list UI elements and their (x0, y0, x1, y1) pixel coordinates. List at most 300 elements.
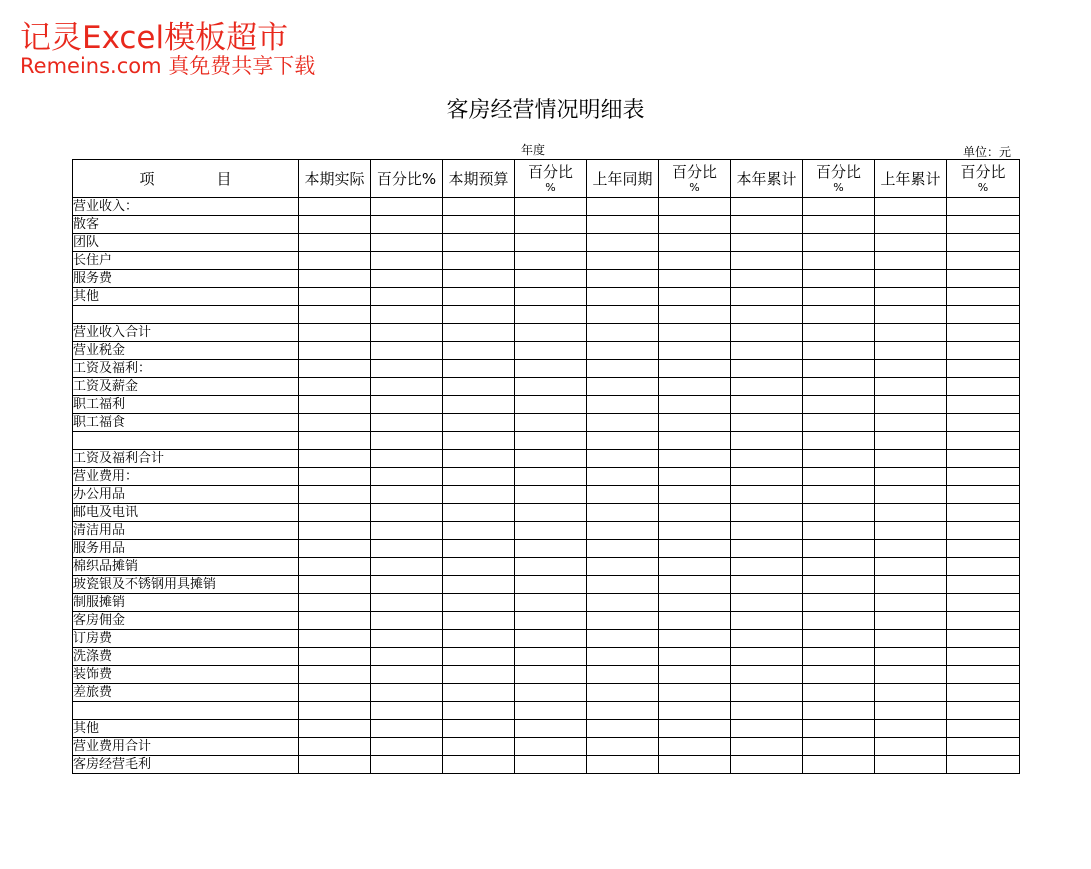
row-label-cell[interactable]: 洗涤费 (73, 648, 299, 666)
value-cell[interactable] (875, 360, 947, 378)
value-cell[interactable] (659, 648, 731, 666)
row-label-cell[interactable]: 其他 (73, 720, 299, 738)
value-cell[interactable] (731, 486, 803, 504)
value-cell[interactable] (299, 342, 371, 360)
value-cell[interactable] (875, 594, 947, 612)
value-cell[interactable] (875, 540, 947, 558)
value-cell[interactable] (947, 504, 1020, 522)
value-cell[interactable] (659, 252, 731, 270)
value-cell[interactable] (731, 270, 803, 288)
value-cell[interactable] (947, 648, 1020, 666)
value-cell[interactable] (731, 198, 803, 216)
value-cell[interactable] (371, 216, 443, 234)
value-cell[interactable] (371, 576, 443, 594)
value-cell[interactable] (659, 360, 731, 378)
value-cell[interactable] (371, 414, 443, 432)
value-cell[interactable] (299, 612, 371, 630)
value-cell[interactable] (515, 738, 587, 756)
value-cell[interactable] (731, 432, 803, 450)
value-cell[interactable] (947, 288, 1020, 306)
value-cell[interactable] (731, 216, 803, 234)
header-col[interactable]: 本年累计 (731, 160, 803, 198)
value-cell[interactable] (371, 720, 443, 738)
value-cell[interactable] (875, 738, 947, 756)
value-cell[interactable] (299, 540, 371, 558)
value-cell[interactable] (443, 216, 515, 234)
value-cell[interactable] (587, 630, 659, 648)
value-cell[interactable] (371, 612, 443, 630)
value-cell[interactable] (803, 432, 875, 450)
value-cell[interactable] (443, 558, 515, 576)
value-cell[interactable] (371, 648, 443, 666)
header-col-pct[interactable] (947, 160, 1020, 198)
value-cell[interactable] (371, 360, 443, 378)
value-cell[interactable] (371, 738, 443, 756)
value-cell[interactable] (803, 702, 875, 720)
value-cell[interactable] (299, 432, 371, 450)
value-cell[interactable] (947, 324, 1020, 342)
row-label-cell[interactable]: 营业收入合计 (73, 324, 299, 342)
value-cell[interactable] (371, 324, 443, 342)
value-cell[interactable] (299, 252, 371, 270)
value-cell[interactable] (947, 342, 1020, 360)
value-cell[interactable] (875, 414, 947, 432)
value-cell[interactable] (371, 684, 443, 702)
value-cell[interactable] (947, 594, 1020, 612)
value-cell[interactable] (803, 216, 875, 234)
value-cell[interactable] (587, 414, 659, 432)
row-label-cell[interactable]: 棉织品摊销 (73, 558, 299, 576)
value-cell[interactable] (371, 450, 443, 468)
value-cell[interactable] (875, 342, 947, 360)
value-cell[interactable] (731, 576, 803, 594)
row-label-cell[interactable]: 其他 (73, 288, 299, 306)
value-cell[interactable] (803, 504, 875, 522)
value-cell[interactable] (875, 288, 947, 306)
value-cell[interactable] (659, 576, 731, 594)
row-label-cell[interactable]: 散客 (73, 216, 299, 234)
value-cell[interactable] (299, 576, 371, 594)
value-cell[interactable] (659, 432, 731, 450)
row-label-cell[interactable]: 清洁用品 (73, 522, 299, 540)
value-cell[interactable] (443, 378, 515, 396)
value-cell[interactable] (299, 450, 371, 468)
row-label-cell[interactable] (73, 702, 299, 720)
value-cell[interactable] (515, 252, 587, 270)
value-cell[interactable] (731, 450, 803, 468)
value-cell[interactable] (659, 594, 731, 612)
value-cell[interactable] (371, 288, 443, 306)
value-cell[interactable] (515, 234, 587, 252)
value-cell[interactable] (443, 396, 515, 414)
value-cell[interactable] (443, 252, 515, 270)
value-cell[interactable] (515, 414, 587, 432)
value-cell[interactable] (659, 486, 731, 504)
value-cell[interactable] (659, 666, 731, 684)
value-cell[interactable] (875, 324, 947, 342)
value-cell[interactable] (371, 198, 443, 216)
value-cell[interactable] (515, 486, 587, 504)
value-cell[interactable] (803, 234, 875, 252)
value-cell[interactable] (443, 198, 515, 216)
value-cell[interactable] (371, 378, 443, 396)
value-cell[interactable] (875, 558, 947, 576)
row-label-cell[interactable] (73, 432, 299, 450)
header-col[interactable]: 百分比% (371, 160, 443, 198)
row-label-cell[interactable]: 客房佣金 (73, 612, 299, 630)
value-cell[interactable] (659, 738, 731, 756)
value-cell[interactable] (299, 378, 371, 396)
value-cell[interactable] (803, 324, 875, 342)
value-cell[interactable] (731, 468, 803, 486)
value-cell[interactable] (803, 306, 875, 324)
value-cell[interactable] (659, 540, 731, 558)
value-cell[interactable] (299, 288, 371, 306)
value-cell[interactable] (587, 270, 659, 288)
value-cell[interactable] (515, 612, 587, 630)
value-cell[interactable] (947, 522, 1020, 540)
value-cell[interactable] (731, 594, 803, 612)
value-cell[interactable] (515, 432, 587, 450)
value-cell[interactable] (299, 396, 371, 414)
value-cell[interactable] (875, 432, 947, 450)
value-cell[interactable] (731, 648, 803, 666)
value-cell[interactable] (299, 324, 371, 342)
row-label-cell[interactable]: 订房费 (73, 630, 299, 648)
value-cell[interactable] (731, 414, 803, 432)
value-cell[interactable] (515, 396, 587, 414)
value-cell[interactable] (947, 666, 1020, 684)
value-cell[interactable] (515, 558, 587, 576)
value-cell[interactable] (587, 522, 659, 540)
header-col-pct[interactable] (803, 160, 875, 198)
value-cell[interactable] (947, 252, 1020, 270)
row-label-cell[interactable]: 差旅费 (73, 684, 299, 702)
value-cell[interactable] (371, 558, 443, 576)
value-cell[interactable] (731, 234, 803, 252)
value-cell[interactable] (803, 414, 875, 432)
value-cell[interactable] (299, 234, 371, 252)
value-cell[interactable] (587, 450, 659, 468)
value-cell[interactable] (299, 558, 371, 576)
value-cell[interactable] (299, 648, 371, 666)
value-cell[interactable] (515, 522, 587, 540)
value-cell[interactable] (659, 270, 731, 288)
value-cell[interactable] (371, 504, 443, 522)
value-cell[interactable] (947, 414, 1020, 432)
value-cell[interactable] (515, 702, 587, 720)
value-cell[interactable] (371, 540, 443, 558)
value-cell[interactable] (947, 234, 1020, 252)
value-cell[interactable] (515, 270, 587, 288)
value-cell[interactable] (875, 216, 947, 234)
value-cell[interactable] (515, 684, 587, 702)
value-cell[interactable] (515, 288, 587, 306)
row-label-cell[interactable]: 营业费用： (73, 468, 299, 486)
row-label-cell[interactable]: 营业费用合计 (73, 738, 299, 756)
value-cell[interactable] (731, 612, 803, 630)
value-cell[interactable] (803, 558, 875, 576)
header-item[interactable] (73, 160, 299, 198)
value-cell[interactable] (587, 504, 659, 522)
value-cell[interactable] (299, 756, 371, 774)
value-cell[interactable] (515, 756, 587, 774)
header-col[interactable]: 上年同期 (587, 160, 659, 198)
value-cell[interactable] (875, 234, 947, 252)
value-cell[interactable] (803, 540, 875, 558)
value-cell[interactable] (875, 648, 947, 666)
row-label-cell[interactable]: 服务费 (73, 270, 299, 288)
value-cell[interactable] (371, 468, 443, 486)
value-cell[interactable] (371, 270, 443, 288)
value-cell[interactable] (587, 378, 659, 396)
value-cell[interactable] (731, 504, 803, 522)
value-cell[interactable] (443, 684, 515, 702)
value-cell[interactable] (659, 306, 731, 324)
value-cell[interactable] (587, 702, 659, 720)
value-cell[interactable] (731, 252, 803, 270)
value-cell[interactable] (803, 648, 875, 666)
value-cell[interactable] (947, 360, 1020, 378)
value-cell[interactable] (515, 378, 587, 396)
value-cell[interactable] (587, 720, 659, 738)
value-cell[interactable] (803, 360, 875, 378)
value-cell[interactable] (731, 360, 803, 378)
value-cell[interactable] (371, 702, 443, 720)
value-cell[interactable] (875, 612, 947, 630)
value-cell[interactable] (443, 288, 515, 306)
value-cell[interactable] (659, 468, 731, 486)
value-cell[interactable] (515, 630, 587, 648)
value-cell[interactable] (803, 342, 875, 360)
value-cell[interactable] (659, 630, 731, 648)
value-cell[interactable] (659, 342, 731, 360)
value-cell[interactable] (371, 522, 443, 540)
value-cell[interactable] (515, 504, 587, 522)
value-cell[interactable] (587, 486, 659, 504)
value-cell[interactable] (299, 468, 371, 486)
value-cell[interactable] (947, 612, 1020, 630)
value-cell[interactable] (731, 756, 803, 774)
value-cell[interactable] (659, 414, 731, 432)
value-cell[interactable] (299, 306, 371, 324)
value-cell[interactable] (875, 504, 947, 522)
value-cell[interactable] (587, 684, 659, 702)
value-cell[interactable] (299, 522, 371, 540)
value-cell[interactable] (875, 378, 947, 396)
value-cell[interactable] (875, 198, 947, 216)
row-label-cell[interactable]: 办公用品 (73, 486, 299, 504)
header-col-pct[interactable] (659, 160, 731, 198)
value-cell[interactable] (443, 486, 515, 504)
value-cell[interactable] (587, 666, 659, 684)
value-cell[interactable] (299, 702, 371, 720)
value-cell[interactable] (587, 342, 659, 360)
value-cell[interactable] (371, 756, 443, 774)
value-cell[interactable] (299, 720, 371, 738)
value-cell[interactable] (803, 720, 875, 738)
value-cell[interactable] (659, 720, 731, 738)
value-cell[interactable] (299, 684, 371, 702)
value-cell[interactable] (299, 630, 371, 648)
value-cell[interactable] (803, 594, 875, 612)
value-cell[interactable] (947, 432, 1020, 450)
value-cell[interactable] (443, 324, 515, 342)
value-cell[interactable] (443, 522, 515, 540)
value-cell[interactable] (659, 756, 731, 774)
value-cell[interactable] (803, 198, 875, 216)
value-cell[interactable] (299, 198, 371, 216)
value-cell[interactable] (443, 756, 515, 774)
value-cell[interactable] (875, 666, 947, 684)
value-cell[interactable] (875, 306, 947, 324)
value-cell[interactable] (443, 468, 515, 486)
value-cell[interactable] (731, 342, 803, 360)
value-cell[interactable] (659, 396, 731, 414)
value-cell[interactable] (731, 324, 803, 342)
value-cell[interactable] (443, 450, 515, 468)
value-cell[interactable] (875, 270, 947, 288)
value-cell[interactable] (443, 666, 515, 684)
value-cell[interactable] (731, 666, 803, 684)
row-label-cell[interactable] (73, 306, 299, 324)
value-cell[interactable] (731, 702, 803, 720)
value-cell[interactable] (947, 198, 1020, 216)
value-cell[interactable] (659, 450, 731, 468)
value-cell[interactable] (587, 756, 659, 774)
value-cell[interactable] (371, 666, 443, 684)
value-cell[interactable] (371, 306, 443, 324)
value-cell[interactable] (947, 558, 1020, 576)
value-cell[interactable] (875, 522, 947, 540)
value-cell[interactable] (443, 576, 515, 594)
value-cell[interactable] (587, 288, 659, 306)
value-cell[interactable] (371, 486, 443, 504)
value-cell[interactable] (875, 702, 947, 720)
value-cell[interactable] (443, 342, 515, 360)
value-cell[interactable] (443, 414, 515, 432)
value-cell[interactable] (659, 684, 731, 702)
value-cell[interactable] (659, 234, 731, 252)
value-cell[interactable] (947, 738, 1020, 756)
row-label-cell[interactable]: 营业收入： (73, 198, 299, 216)
value-cell[interactable] (587, 198, 659, 216)
value-cell[interactable] (515, 324, 587, 342)
value-cell[interactable] (443, 612, 515, 630)
value-cell[interactable] (371, 432, 443, 450)
value-cell[interactable] (515, 198, 587, 216)
value-cell[interactable] (443, 648, 515, 666)
value-cell[interactable] (587, 432, 659, 450)
value-cell[interactable] (515, 720, 587, 738)
value-cell[interactable] (659, 378, 731, 396)
value-cell[interactable] (587, 306, 659, 324)
value-cell[interactable] (803, 630, 875, 648)
value-cell[interactable] (587, 234, 659, 252)
value-cell[interactable] (803, 522, 875, 540)
row-label-cell[interactable]: 制服摊销 (73, 594, 299, 612)
value-cell[interactable] (371, 396, 443, 414)
value-cell[interactable] (299, 504, 371, 522)
value-cell[interactable] (299, 486, 371, 504)
value-cell[interactable] (443, 720, 515, 738)
value-cell[interactable] (587, 396, 659, 414)
value-cell[interactable] (587, 738, 659, 756)
value-cell[interactable] (443, 306, 515, 324)
value-cell[interactable] (515, 360, 587, 378)
value-cell[interactable] (299, 216, 371, 234)
value-cell[interactable] (803, 396, 875, 414)
value-cell[interactable] (803, 252, 875, 270)
header-col[interactable]: 上年累计 (875, 160, 947, 198)
value-cell[interactable] (731, 378, 803, 396)
value-cell[interactable] (587, 594, 659, 612)
value-cell[interactable] (587, 540, 659, 558)
value-cell[interactable] (371, 342, 443, 360)
value-cell[interactable] (299, 738, 371, 756)
value-cell[interactable] (443, 360, 515, 378)
value-cell[interactable] (515, 342, 587, 360)
value-cell[interactable] (875, 252, 947, 270)
value-cell[interactable] (947, 396, 1020, 414)
value-cell[interactable] (731, 288, 803, 306)
value-cell[interactable] (443, 738, 515, 756)
value-cell[interactable] (443, 702, 515, 720)
value-cell[interactable] (515, 450, 587, 468)
value-cell[interactable] (443, 234, 515, 252)
value-cell[interactable] (443, 504, 515, 522)
value-cell[interactable] (587, 360, 659, 378)
value-cell[interactable] (299, 270, 371, 288)
row-label-cell[interactable]: 装饰费 (73, 666, 299, 684)
value-cell[interactable] (443, 594, 515, 612)
value-cell[interactable] (515, 594, 587, 612)
value-cell[interactable] (515, 648, 587, 666)
value-cell[interactable] (731, 396, 803, 414)
value-cell[interactable] (875, 630, 947, 648)
value-cell[interactable] (515, 306, 587, 324)
value-cell[interactable] (515, 540, 587, 558)
row-label-cell[interactable]: 工资及福利合计 (73, 450, 299, 468)
value-cell[interactable] (299, 414, 371, 432)
row-label-cell[interactable]: 长住户 (73, 252, 299, 270)
value-cell[interactable] (587, 558, 659, 576)
value-cell[interactable] (731, 720, 803, 738)
value-cell[interactable] (875, 450, 947, 468)
row-label-cell[interactable]: 工资及福利： (73, 360, 299, 378)
value-cell[interactable] (875, 486, 947, 504)
value-cell[interactable] (803, 612, 875, 630)
value-cell[interactable] (587, 252, 659, 270)
value-cell[interactable] (803, 378, 875, 396)
value-cell[interactable] (731, 558, 803, 576)
value-cell[interactable] (731, 684, 803, 702)
value-cell[interactable] (803, 450, 875, 468)
value-cell[interactable] (587, 324, 659, 342)
value-cell[interactable] (803, 270, 875, 288)
row-label-cell[interactable]: 职工福食 (73, 414, 299, 432)
value-cell[interactable] (947, 486, 1020, 504)
value-cell[interactable] (947, 720, 1020, 738)
value-cell[interactable] (371, 252, 443, 270)
row-label-cell[interactable]: 营业税金 (73, 342, 299, 360)
value-cell[interactable] (587, 216, 659, 234)
row-label-cell[interactable]: 服务用品 (73, 540, 299, 558)
row-label-cell[interactable]: 玻瓷银及不锈钢用具摊销 (73, 576, 299, 594)
value-cell[interactable] (947, 468, 1020, 486)
value-cell[interactable] (659, 558, 731, 576)
value-cell[interactable] (731, 738, 803, 756)
